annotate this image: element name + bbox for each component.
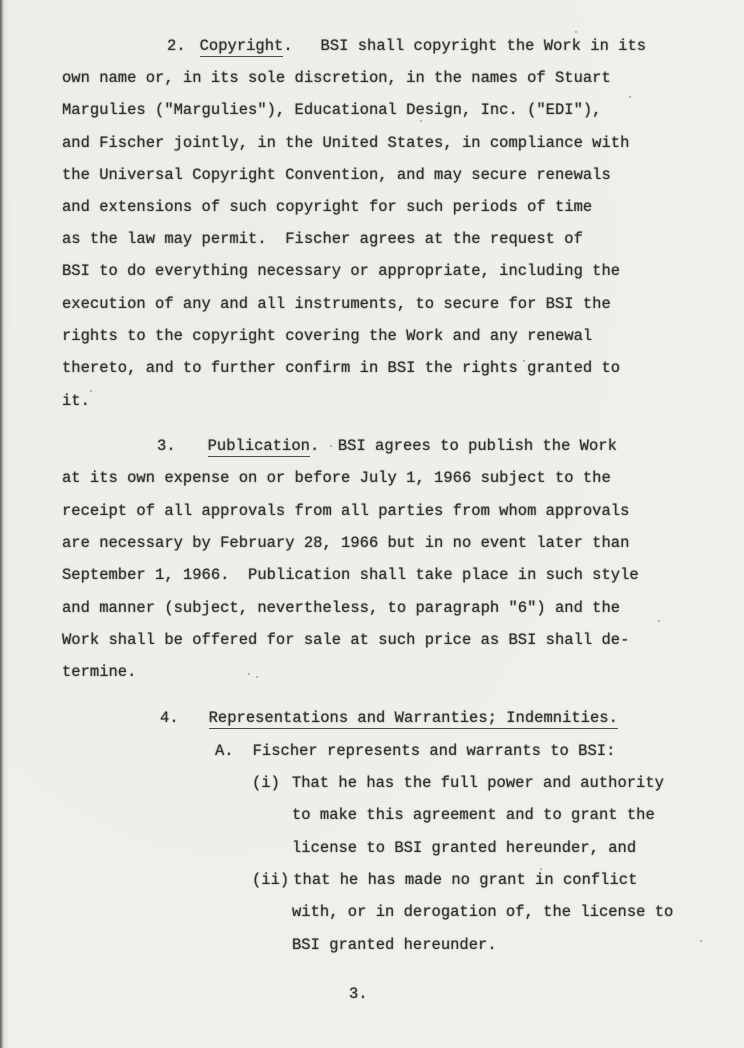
scan-speckle [629, 96, 631, 98]
paragraph-2-line: execution of any and all instruments, to secure for BSI the [62, 295, 611, 313]
paragraph-2-line: as the law may permit. Fischer agrees at the request of [62, 230, 583, 248]
paragraph-4a-label: A. [215, 742, 234, 760]
paragraph-4a-line [215, 741, 615, 761]
item-i-label: (i) [252, 774, 280, 792]
paragraph-3-line: September 1, 1966. Publication shall take place in such style [62, 566, 639, 584]
paragraph-2-heading: Copyright [199, 37, 284, 55]
paragraph-3-line: receipt of all approvals from all parties from whom approvals [62, 502, 630, 520]
item-ii-label: (ii) [252, 871, 290, 889]
paragraph-4-heading-line [160, 708, 618, 728]
page-number: 3. [349, 985, 368, 1003]
paragraph-3-line: at its own expense on or before July 1, 1966 subject to the [62, 469, 611, 487]
paragraph-2-line: it. [62, 392, 90, 410]
paragraph-2-line: own name or, in its sole discretion, in the names of Stuart [62, 69, 611, 87]
paragraph-3-first-line-text: . BSI agrees to publish the Work [309, 437, 617, 455]
paragraph-4-number: 4. [160, 709, 179, 727]
scan-speckle [90, 390, 92, 392]
paragraph-3-line: are necessary by February 28, 1966 but in no event later than [62, 534, 630, 552]
paragraph-3-heading-line [157, 436, 617, 456]
scan-speckle [248, 673, 250, 675]
scan-speckle [256, 676, 258, 678]
paragraph-3-line: and manner (subject, nevertheless, to paragraph "6") and the [62, 599, 621, 617]
paragraph-2-line: and extensions of such copyright for such periods of time [62, 198, 593, 216]
scan-edge-shadow [0, 0, 4, 1048]
scan-speckle [523, 360, 525, 362]
paragraph-2-line: thereto, and to further confirm in BSI the rights granted to [62, 359, 621, 377]
paragraph-4a-item-ii-line: BSI granted hereunder. [292, 936, 497, 954]
paragraph-2-heading-line [167, 36, 646, 56]
scan-speckle [700, 940, 702, 942]
paragraph-4a-item-ii-line: with, or in derogation of, the license to [292, 903, 674, 921]
paragraph-4a-item-ii-line [252, 870, 637, 890]
paragraph-4a-item-i-line: license to BSI granted hereunder, and [292, 839, 637, 857]
paragraph-3-number: 3. [157, 437, 176, 455]
scan-speckle [658, 620, 660, 622]
scan-speckle [420, 120, 422, 122]
paragraph-4-heading: Representations and Warranties; Indemnities. [208, 709, 618, 727]
paragraph-3-heading: Publication [207, 437, 310, 455]
paragraph-2-number: 2. [167, 37, 186, 55]
paragraph-4a-item-i-line [252, 773, 664, 793]
paragraph-2-line: Margulies ("Margulies"), Educational Design, Inc. ("EDI"), [62, 101, 602, 119]
scan-speckle [330, 445, 332, 447]
paragraph-2-line: the Universal Copyright Convention, and may secure renewals [62, 166, 611, 184]
paragraph-4a-text: Fischer represents and warrants to BSI: [252, 742, 616, 760]
item-i-text: That he has the full power and authority [291, 774, 664, 792]
paragraph-3-line: termine. [62, 663, 137, 681]
paragraph-3-line: Work shall be offered for sale at such price as BSI shall de- [62, 631, 630, 649]
paragraph-2-first-line-text: . BSI shall copyright the Work in its [283, 37, 647, 55]
paragraph-2-line: BSI to do everything necessary or appropriate, including the [62, 262, 621, 280]
paragraph-2-line: and Fischer jointly, in the United States, in compliance with [62, 134, 630, 152]
item-ii-text: that he has made no grant in conflict [293, 871, 638, 889]
paragraph-4a-item-i-line: to make this agreement and to grant the [292, 806, 655, 824]
scan-speckle [540, 868, 542, 870]
paragraph-2-line: rights to the copyright covering the Work and any renewal [62, 327, 593, 345]
scan-speckle [575, 31, 577, 33]
